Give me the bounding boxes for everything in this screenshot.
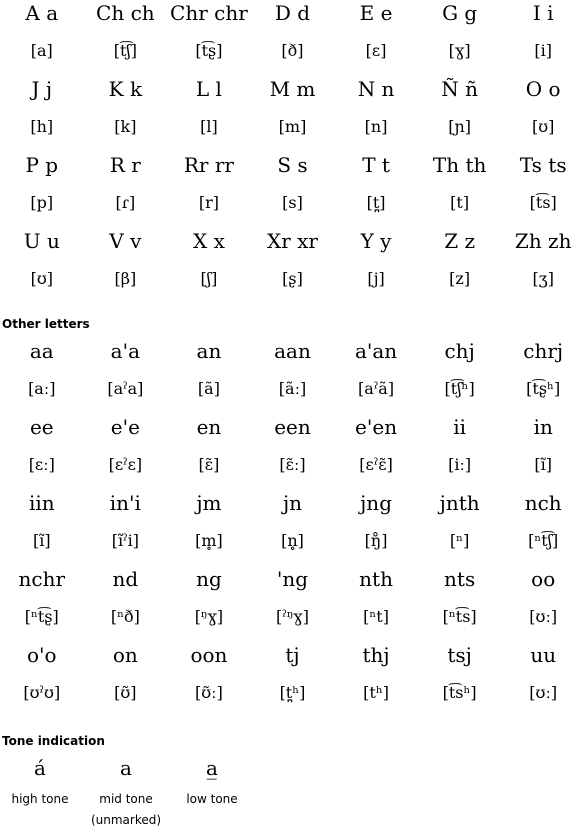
ipa-cell: [β] [114, 269, 137, 288]
tone-label: high tone [11, 792, 69, 806]
ipa-cell: [ɣ] [448, 41, 471, 60]
tone-symbol: á [34, 756, 46, 780]
ipa-cell: [k] [114, 117, 137, 136]
letter-cell: E e [359, 1, 393, 25]
ipa-cell: [ĩ] [534, 455, 552, 474]
letter-cell: R r [109, 153, 141, 177]
letter-cell: K k [108, 77, 143, 101]
ipa-cell: [ɛˀɛ] [108, 455, 143, 474]
ipa-cell: [ɲ] [448, 117, 472, 136]
letter-cell: Chr chr [170, 1, 248, 25]
ipa-cell: [ʊ] [30, 269, 53, 288]
letter-cell: N n [357, 77, 395, 101]
letter-cell: Ts ts [519, 153, 567, 177]
ipa-cell: [ˀᵑɣ] [276, 607, 309, 626]
tone-item [80, 755, 172, 831]
letter-cell: ii [453, 415, 467, 439]
letter-cell: chrj [523, 339, 564, 363]
ipa-cell: [ⁿt͡ʂ] [24, 607, 59, 626]
letter-cell: uu [530, 643, 557, 667]
ipa-cell: [ʊ̃ː] [195, 683, 223, 702]
ipa-cell: [aˀa] [107, 379, 144, 398]
ipa-cell: [t͡ʃ] [113, 41, 137, 60]
letter-cell: U u [23, 229, 60, 253]
ipa-cell: [ɾ] [115, 193, 136, 212]
letter-cell: ee [29, 415, 54, 439]
tone-item [172, 755, 252, 831]
letter-cell: A a [25, 1, 59, 25]
letter-cell: tsj [447, 643, 472, 667]
ipa-cell: [t͡ʂʰ] [526, 379, 561, 398]
ipa-cell: [ĩ] [32, 531, 51, 550]
ipa-cell: [aː] [28, 379, 56, 398]
ipa-cell: [ɛ̃ː] [279, 455, 306, 474]
letter-cell: Z z [444, 229, 476, 253]
letter-cell: jn [282, 491, 303, 515]
tone-label: mid tone [99, 792, 153, 806]
ipa-cell: [l] [200, 117, 218, 136]
ipa-cell: [ⁿð] [110, 607, 140, 626]
other-letters-heading: Other letters [2, 317, 90, 331]
letter-cell: tj [285, 643, 300, 667]
ipa-cell: [iː] [448, 455, 472, 474]
letter-cell: G g [442, 1, 478, 25]
letter-cell: nts [444, 567, 476, 591]
letter-cell: I i [532, 1, 554, 25]
ipa-cell: [ŋ̊] [364, 531, 388, 550]
letter-cell: O o [525, 77, 561, 101]
ipa-cell: [ʒ] [532, 269, 554, 288]
ipa-cell: [ʃ] [200, 269, 218, 288]
ipa-cell: [tʰ] [363, 683, 389, 702]
tone-indication-table [0, 755, 252, 831]
ipa-cell: [m] [278, 117, 307, 136]
tone-note: (unmarked) [90, 813, 162, 827]
letter-cell: Zh zh [514, 229, 572, 253]
letter-cell: P p [25, 153, 59, 177]
ipa-cell: [r] [198, 193, 219, 212]
letter-cell: jm [196, 491, 222, 515]
letter-cell: nchr [18, 567, 66, 591]
letter-cell: Y y [360, 229, 392, 253]
ipa-cell: [ⁿ] [449, 531, 470, 550]
letter-cell: o'o [26, 643, 57, 667]
letter-cell: oo [531, 567, 556, 591]
letter-cell: S s [277, 153, 308, 177]
ipa-cell: [t] [450, 193, 470, 212]
letter-cell: Ñ ñ [441, 77, 478, 101]
letter-cell: nd [112, 567, 139, 591]
ipa-cell: [i] [534, 41, 552, 60]
tone-symbol: a̲ [206, 756, 218, 780]
ipa-cell: [t͡s] [529, 193, 557, 212]
letter-cell: in [533, 415, 553, 439]
ipa-cell: [ɛː] [28, 455, 55, 474]
letter-cell: nth [359, 567, 393, 591]
tone-symbol: a [120, 756, 132, 780]
letter-cell: iin [28, 491, 55, 515]
letter-cell: L l [195, 77, 222, 101]
ipa-cell: [ɛ] [365, 41, 387, 60]
ipa-cell: [ʊː] [529, 683, 558, 702]
letter-cell: chj [444, 339, 475, 363]
ipa-cell: [a] [30, 41, 53, 60]
letter-cell: Th th [432, 153, 487, 177]
ipa-cell: [ʂ] [282, 269, 303, 288]
ipa-cell: [ð] [281, 41, 304, 60]
ipa-cell: [h] [30, 117, 54, 136]
letter-cell: jnth [439, 491, 480, 515]
ipa-cell: [ⁿt͡ʃ] [528, 531, 559, 550]
ipa-cell: [ĩˀi] [111, 531, 139, 550]
tone-item [0, 755, 80, 831]
letter-cell: D d [274, 1, 311, 25]
letter-cell: ng [196, 567, 222, 591]
letter-cell: on [112, 643, 138, 667]
ipa-cell: [t͡sʰ] [442, 683, 477, 702]
letter-cell: X x [192, 229, 225, 253]
ipa-cell: [ʊː] [529, 607, 558, 626]
letter-cell: a'an [354, 339, 398, 363]
letter-cell: V v [109, 229, 142, 253]
letter-cell: a'a [110, 339, 141, 363]
letter-cell: nch [524, 491, 562, 515]
letter-cell: in'i [109, 491, 141, 515]
letter-cell: e'en [355, 415, 398, 439]
ipa-cell: [ãː] [278, 379, 307, 398]
ipa-cell: [p] [30, 193, 54, 212]
letter-cell: J j [31, 77, 53, 101]
letter-cell: e'e [110, 415, 140, 439]
ipa-cell: [ʊ̃] [114, 683, 137, 702]
ipa-cell: [t̪] [366, 193, 386, 212]
letter-cell: an [196, 339, 222, 363]
ipa-cell: [ɛˀɛ̃] [359, 455, 393, 474]
letter-cell: Rr rr [183, 153, 234, 177]
letter-cell: thj [362, 643, 390, 667]
letter-cell: T t [362, 153, 390, 177]
ipa-cell: [aˀã] [358, 379, 395, 398]
tone-indication-heading: Tone indication [2, 734, 105, 748]
letter-cell: oon [190, 643, 228, 667]
letter-cell: en [196, 415, 222, 439]
letter-cell: M m [269, 77, 316, 101]
ipa-cell: [t͡ʃʰ] [444, 379, 475, 398]
ipa-cell: [n̥] [281, 531, 304, 550]
ipa-cell: [ⁿt͡s] [442, 607, 477, 626]
ipa-cell: [t͡ʂ] [195, 41, 223, 60]
ipa-cell: [ᵑɣ] [194, 607, 224, 626]
ipa-cell: [z] [449, 269, 471, 288]
letter-cell: aa [29, 339, 54, 363]
letter-cell: Xr xr [266, 229, 318, 253]
ipa-cell: [s] [282, 193, 303, 212]
main-alphabet-table [0, 0, 585, 304]
ipa-cell: [n] [364, 117, 388, 136]
ipa-cell: [ʊˀʊ] [23, 683, 61, 702]
ipa-cell: [t̪ʰ] [279, 683, 306, 702]
ipa-cell: [ʊ] [532, 117, 555, 136]
letter-cell: 'ng [276, 567, 309, 591]
ipa-cell: [ɛ̃] [198, 455, 220, 474]
ipa-cell: [m̥] [195, 531, 223, 550]
ipa-cell: [ⁿt] [363, 607, 389, 626]
tone-label: low tone [186, 792, 238, 806]
ipa-cell: [j] [367, 269, 385, 288]
letter-cell: Ch ch [96, 1, 155, 25]
letter-cell: jng [360, 491, 392, 515]
other-letters-table [0, 338, 585, 718]
letter-cell: aan [274, 339, 311, 363]
letter-cell: een [274, 415, 311, 439]
ipa-cell: [ã] [197, 379, 220, 398]
